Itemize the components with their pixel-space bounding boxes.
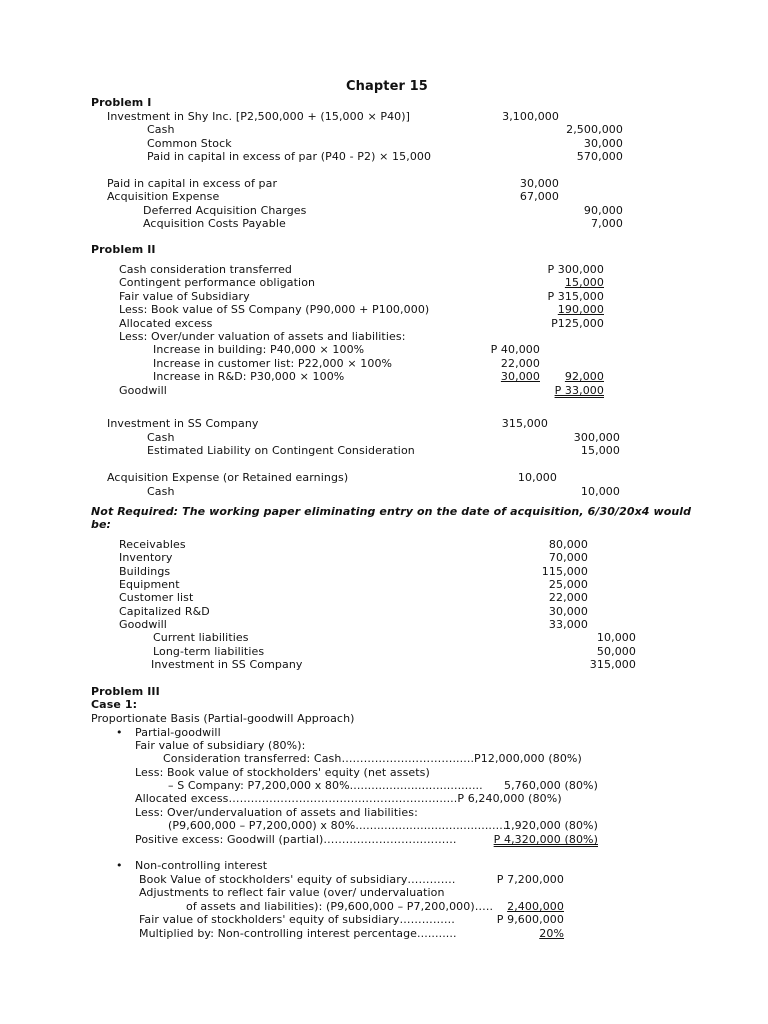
not-required-note: Not Required: The working paper eliminating entry on the date of acquisition, 6/30/20x4 would — [91, 505, 692, 518]
elim-debit: 25,000 — [548, 578, 588, 591]
bullet-partial-goodwill: Partial-goodwill — [135, 726, 221, 739]
pg-label: Positive excess: Goodwill (partial)……………………………… — [135, 833, 457, 846]
elim-label: Goodwill — [119, 618, 167, 631]
p2-entry-credit: 300,000 — [573, 431, 620, 444]
p2-calc-label: Cash consideration transferred — [119, 263, 293, 276]
p2-goodwill-total: P 33,000 — [554, 384, 604, 397]
pg-label: – S Company: P7,200,000 x 80%..................................... — [168, 779, 483, 792]
p2-entry-credit: 10,000 — [580, 485, 620, 498]
p2-calc-amount: 190,000 — [557, 303, 604, 316]
elim-label: Capitalized R&D — [119, 605, 210, 618]
p2-calc-label: Less: Book value of SS Company (P90,000 + P100,000) — [119, 303, 430, 316]
p2-calc-label: Increase in building: P40,000 × 100% — [153, 343, 365, 356]
elim-label: Current liabilities — [153, 631, 249, 644]
elim-label: Customer list — [119, 591, 194, 604]
p2-calc-label: Goodwill — [119, 384, 167, 397]
not-required-note-cont: be: — [91, 518, 112, 531]
nci-label: Multiplied by: Non-controlling interest percentage........... — [139, 927, 457, 940]
p1-entry-label: Deferred Acquisition Charges — [143, 204, 307, 217]
problem-1-heading: Problem I — [91, 96, 152, 109]
nci-amount: 20% — [539, 927, 564, 940]
pg-label: Less: Over/undervaluation of assets and liabilities: — [135, 806, 418, 819]
elim-debit: 70,000 — [548, 551, 588, 564]
p1-debit: 30,000 — [519, 177, 559, 190]
pg-label: Allocated excess………………………………………………….....P 6,240,000 (80%) — [135, 792, 562, 805]
case-1-heading: Case 1: — [91, 698, 138, 711]
nci-label: of assets and liabilities): (P9,600,000 – P7,200,000)….. — [186, 900, 494, 913]
pg-amount: 1,920,000 (80%) — [503, 819, 598, 832]
p1-credit: 2,500,000 — [566, 123, 623, 136]
p1-entry-label: Paid in capital in excess of par — [107, 177, 278, 190]
p2-calc-label: Increase in R&D: P30,000 × 100% — [153, 370, 345, 383]
p1-debit: 67,000 — [519, 190, 559, 203]
elim-credit: 10,000 — [596, 631, 636, 644]
p2-calc-subamount: P 40,000 — [490, 343, 540, 356]
p2-entry-label: Cash — [147, 431, 175, 444]
p2-entry-label: Estimated Liability on Contingent Consideration — [147, 444, 415, 457]
pg-label: Consideration transferred: Cash…………………………......P12,000,000 (80%) — [163, 752, 582, 765]
p1-debit: 3,100,000 — [502, 110, 559, 123]
elim-label: Inventory — [119, 551, 173, 564]
pg-goodwill-amount: P 4,320,000 (80%) — [493, 833, 598, 846]
nci-label: Fair value of stockholders' equity of subsidiary…………… — [139, 913, 456, 926]
elim-label: Equipment — [119, 578, 180, 591]
elim-label: Buildings — [119, 565, 171, 578]
p1-credit: 30,000 — [583, 137, 623, 150]
elim-label: Receivables — [119, 538, 186, 551]
p1-entry-label: Paid in capital in excess of par (P40 - P2) × 15,000 — [147, 150, 432, 163]
bullet-nci: Non-controlling interest — [135, 859, 268, 872]
p2-calc-label: Less: Over/under valuation of assets and liabilities: — [119, 330, 406, 343]
p1-credit: 90,000 — [583, 204, 623, 217]
p2-calc-subamount: 22,000 — [500, 357, 540, 370]
elim-label: Long-term liabilities — [153, 645, 265, 658]
p2-entry-credit: 15,000 — [580, 444, 620, 457]
nci-amount: P 9,600,000 — [496, 913, 564, 926]
pg-label: (P9,600,000 – P7,200,000) x 80%........................................... — [168, 819, 511, 832]
basis-heading: Proportionate Basis (Partial-goodwill Approach) — [91, 712, 355, 725]
elim-label: Investment in SS Company — [151, 658, 303, 671]
p2-calc-amount: P 315,000 — [547, 290, 604, 303]
p2-calc-amount: P125,000 — [551, 317, 604, 330]
p1-entry-label: Cash — [147, 123, 175, 136]
elim-debit: 33,000 — [548, 618, 588, 631]
p2-entry-label: Investment in SS Company — [107, 417, 259, 430]
nci-label: Book Value of stockholders' equity of subsidiary…………. — [139, 873, 456, 886]
p2-calc-label: Contingent performance obligation — [119, 276, 316, 289]
p1-entry-label: Investment in Shy Inc. [P2,500,000 + (15,000 × P40)] — [107, 110, 411, 123]
chapter-title: Chapter 15 — [346, 79, 428, 94]
problem-3-heading: Problem III — [91, 685, 160, 698]
elim-credit: 50,000 — [596, 645, 636, 658]
p1-entry-label: Acquisition Expense — [107, 190, 220, 203]
elim-credit: 315,000 — [589, 658, 636, 671]
pg-amount: 5,760,000 (80%) — [503, 779, 598, 792]
nci-amount: P 7,200,000 — [496, 873, 564, 886]
bullet-icon: • — [116, 859, 123, 872]
p2-entry-label: Cash — [147, 485, 175, 498]
p1-credit: 7,000 — [591, 217, 623, 230]
p1-entry-label: Acquisition Costs Payable — [143, 217, 286, 230]
p2-calc-label: Increase in customer list: P22,000 × 100% — [153, 357, 393, 370]
elim-debit: 80,000 — [548, 538, 588, 551]
p2-calc-label: Allocated excess — [119, 317, 213, 330]
nci-amount: 2,400,000 — [507, 900, 564, 913]
p2-calc-amount: P 300,000 — [547, 263, 604, 276]
p2-entry-debit: 10,000 — [517, 471, 557, 484]
p2-entry-label: Acquisition Expense (or Retained earnings) — [107, 471, 349, 484]
p2-entry-debit: 315,000 — [501, 417, 548, 430]
elim-debit: 22,000 — [548, 591, 588, 604]
p1-entry-label: Common Stock — [147, 137, 232, 150]
nci-label: Adjustments to reflect fair value (over/ undervaluation — [139, 886, 445, 899]
pg-label: Less: Book value of stockholders' equity (net assets) — [135, 766, 430, 779]
elim-debit: 115,000 — [541, 565, 588, 578]
p2-calc-subamount: 30,000 — [500, 370, 540, 383]
pg-label: Fair value of subsidiary (80%): — [135, 739, 306, 752]
bullet-icon: • — [116, 726, 123, 739]
p2-calc-label: Fair value of Subsidiary — [119, 290, 250, 303]
p2-calc-amount: 92,000 — [564, 370, 604, 383]
p2-calc-amount: 15,000 — [564, 276, 604, 289]
p1-credit: 570,000 — [576, 150, 623, 163]
problem-2-heading: Problem II — [91, 243, 156, 256]
elim-debit: 30,000 — [548, 605, 588, 618]
